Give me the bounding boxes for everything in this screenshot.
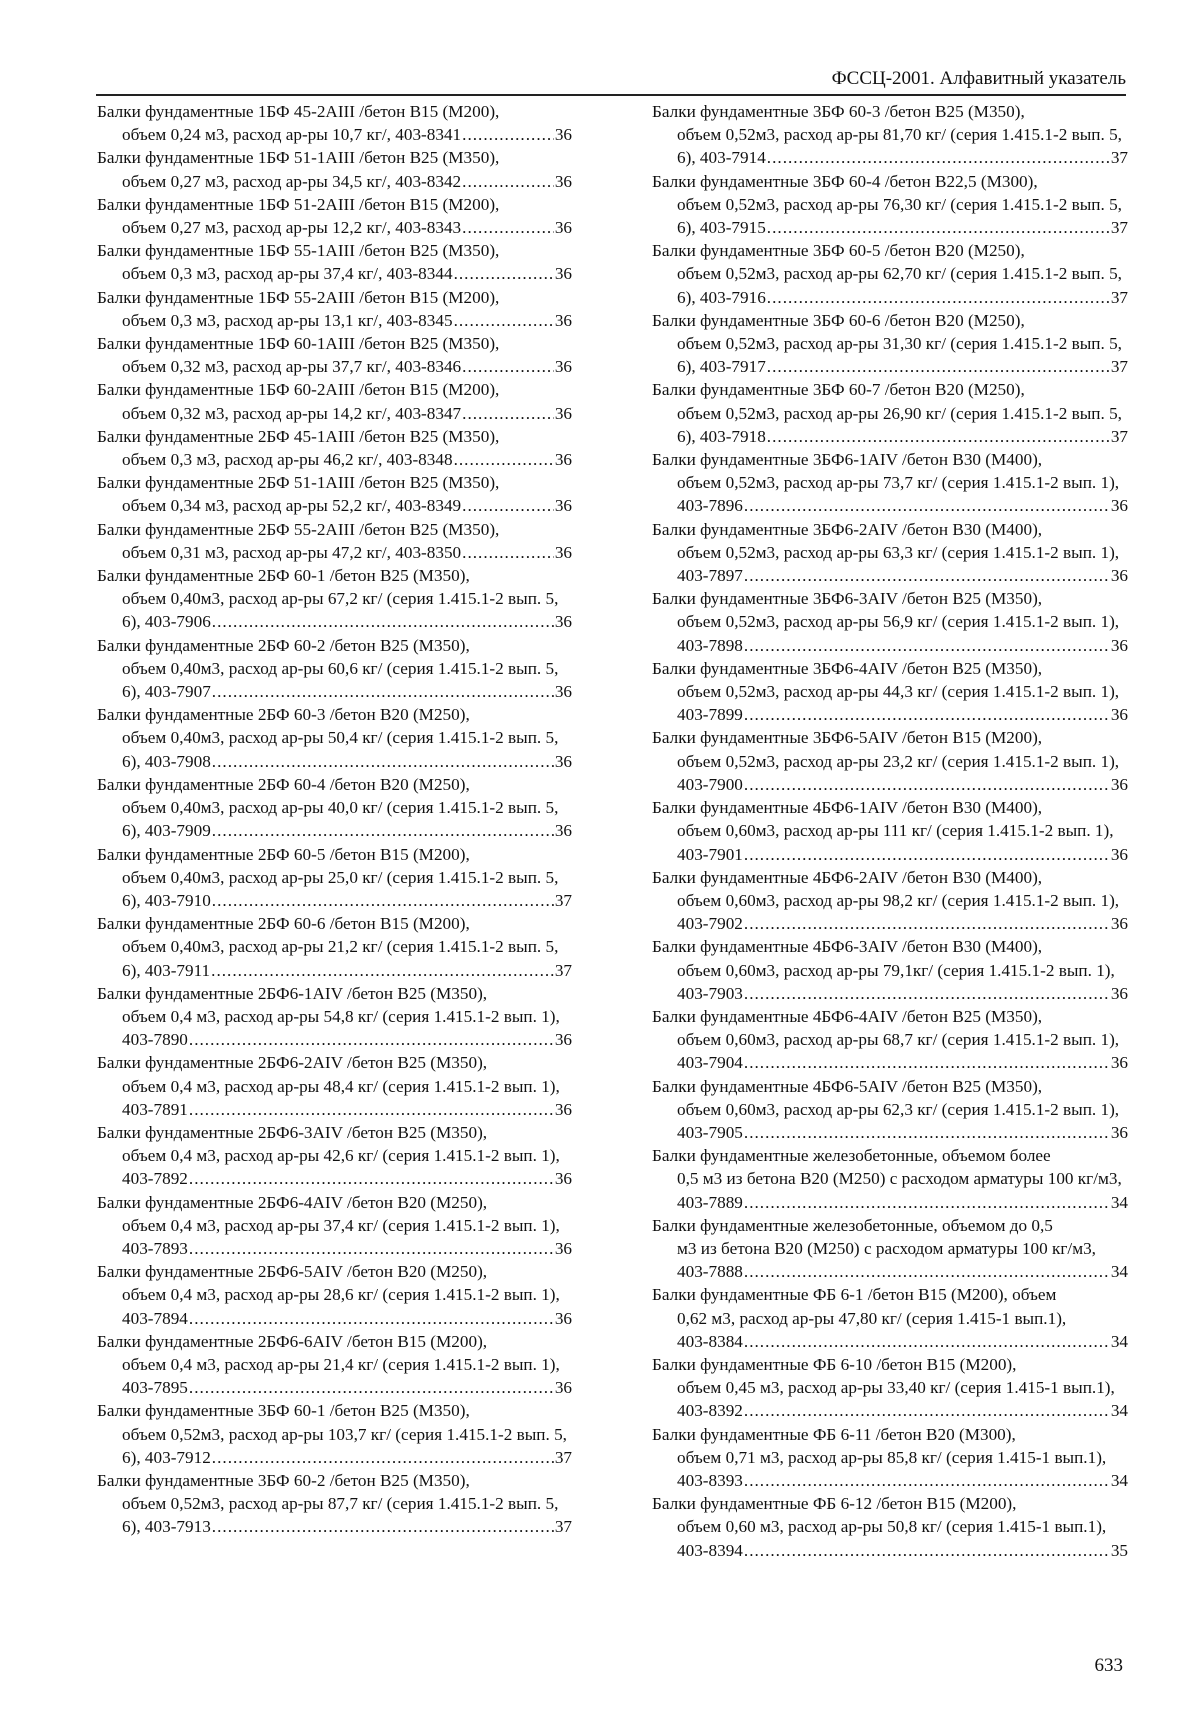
entry-title: Балки фундаментные 3БФ6-5АIV /бетон В15 (М200), xyxy=(652,728,1043,748)
dot-leader xyxy=(767,216,1110,239)
entry-description-line: объем 0,52м3, расход ар-ры 26,90 кг/ (серия 1.415.1-2 вып. 5, xyxy=(677,403,1122,423)
dot-leader xyxy=(212,680,554,703)
dot-leader xyxy=(744,494,1110,517)
entry-description: 403-7901 xyxy=(677,844,743,864)
entry-title: Балки фундаментные 2БФ6-4АIV /бетон В20 (М250), xyxy=(97,1192,488,1212)
dot-leader xyxy=(744,1469,1110,1492)
entry-description: 403-7892 xyxy=(122,1169,188,1189)
entry-page-ref: 36 xyxy=(1110,1122,1128,1142)
index-entry xyxy=(97,1260,572,1330)
entry-description: 6), 403-7911 xyxy=(122,960,211,980)
entry-title: Балки фундаментные 2БФ6-3АIV /бетон В25 (М350), xyxy=(97,1122,488,1142)
entry-description-line: объем 0,4 м3, расход ар-ры 42,6 кг/ (серия 1.415.1-2 вып. 1), xyxy=(122,1146,560,1166)
index-entry xyxy=(97,1191,572,1261)
entry-title: Балки фундаментные 2БФ 60-1 /бетон В25 (М350), xyxy=(97,566,470,586)
entry-description-line: 0,5 м3 из бетона В20 (М250) с расходом арматуры 100 кг/м3, xyxy=(677,1169,1122,1189)
entry-title: Балки фундаментные 3БФ6-2АIV /бетон В30 (М400), xyxy=(652,519,1043,539)
dot-leader xyxy=(744,982,1110,1005)
entry-description-line: объем 0,60м3, расход ар-ры 111 кг/ (серия 1.415.1-2 вып. 1), xyxy=(677,821,1114,841)
entry-description-line: 0,62 м3, расход ар-ры 47,80 кг/ (серия 1.415-1 вып.1), xyxy=(677,1308,1067,1328)
index-entry xyxy=(97,146,572,192)
entry-title: Балки фундаментные 3БФ6-4АIV /бетон В25 (М350), xyxy=(652,658,1043,678)
entry-description: 403-7899 xyxy=(677,705,743,725)
entry-page-ref: 37 xyxy=(554,1517,572,1537)
entry-title: Балки фундаментные 2БФ 60-6 /бетон В15 (М200), xyxy=(97,914,470,934)
dot-leader xyxy=(744,703,1110,726)
entry-description: 403-7889 xyxy=(677,1192,743,1212)
entry-description: 6), 403-7908 xyxy=(122,751,211,771)
entry-page-ref: 37 xyxy=(1110,357,1128,377)
entry-description: объем 0,34 м3, расход ар-ры 52,2 кг/, 403-8349 xyxy=(122,496,462,516)
dot-leader xyxy=(744,843,1110,866)
entry-page-ref: 37 xyxy=(1110,148,1128,168)
entry-page-ref: 36 xyxy=(1110,496,1128,516)
entry-description: 403-7900 xyxy=(677,774,743,794)
entry-title: Балки фундаментные железобетонные, объемом до 0,5 xyxy=(652,1215,1053,1235)
entry-description-line: объем 0,52м3, расход ар-ры 56,9 кг/ (серия 1.415.1-2 вып. 1), xyxy=(677,612,1120,632)
entry-page-ref: 36 xyxy=(554,612,572,632)
entry-title: Балки фундаментные ФБ 6-10 /бетон В15 (М200), xyxy=(652,1354,1017,1374)
entry-description: 6), 403-7914 xyxy=(677,148,766,168)
entry-description: 403-7905 xyxy=(677,1122,743,1142)
dot-leader xyxy=(462,123,554,146)
entry-description: 403-7903 xyxy=(677,983,743,1003)
entry-title: Балки фундаментные 4БФ6-1АIV /бетон В30 (М400), xyxy=(652,798,1043,818)
dot-leader xyxy=(212,819,554,842)
entry-description-line: объем 0,40м3, расход ар-ры 40,0 кг/ (серия 1.415.1-2 вып. 5, xyxy=(122,798,559,818)
entry-description: 403-8394 xyxy=(677,1540,743,1560)
entry-description-line: объем 0,45 м3, расход ар-ры 33,40 кг/ (серия 1.415-1 вып.1), xyxy=(677,1378,1115,1398)
entry-title: Балки фундаментные 2БФ 51-1АIII /бетон В25 (М350), xyxy=(97,473,500,493)
header-title: ФССЦ-2001. Алфавитный указатель xyxy=(831,68,1126,89)
index-entry xyxy=(97,471,572,517)
entry-title: Балки фундаментные 1БФ 51-2АIII /бетон В15 (М200), xyxy=(97,194,500,214)
entry-page-ref: 36 xyxy=(554,496,572,516)
dot-leader xyxy=(212,750,554,773)
entry-description-line: объем 0,40м3, расход ар-ры 60,6 кг/ (серия 1.415.1-2 вып. 5, xyxy=(122,658,559,678)
entry-page-ref: 36 xyxy=(1110,983,1128,1003)
entry-description: 403-8393 xyxy=(677,1470,743,1490)
entry-title: Балки фундаментные 4БФ6-4АIV /бетон В25 (М350), xyxy=(652,1006,1043,1026)
entry-page-ref: 36 xyxy=(554,751,572,771)
index-entry xyxy=(652,1423,1128,1493)
entry-title: Балки фундаментные 1БФ 60-1АIII /бетон В25 (М350), xyxy=(97,334,500,354)
dot-leader xyxy=(744,773,1110,796)
entry-title: Балки фундаментные 3БФ 60-3 /бетон В25 (М350), xyxy=(652,102,1025,121)
entry-page-ref: 36 xyxy=(554,1169,572,1189)
entry-page-ref: 34 xyxy=(1110,1470,1128,1490)
dot-leader xyxy=(744,912,1110,935)
entry-page-ref: 36 xyxy=(554,450,572,470)
dot-leader xyxy=(744,1051,1110,1074)
entry-title: Балки фундаментные 2БФ 55-2АIII /бетон В25 (М350), xyxy=(97,519,500,539)
entry-page-ref: 36 xyxy=(554,682,572,702)
entry-page-ref: 35 xyxy=(1110,1540,1128,1560)
entry-description: объем 0,3 м3, расход ар-ры 13,1 кг/, 403-8345 xyxy=(122,310,453,330)
entry-description-line: объем 0,52м3, расход ар-ры 81,70 кг/ (серия 1.415.1-2 вып. 5, xyxy=(677,125,1122,145)
index-column-left xyxy=(97,100,572,1539)
index-entry xyxy=(652,1144,1128,1214)
entry-description: 403-7894 xyxy=(122,1308,188,1328)
entry-title: Балки фундаментные ФБ 6-1 /бетон В15 (М200), объем xyxy=(652,1285,1057,1305)
entry-description: 403-7902 xyxy=(677,914,743,934)
entry-title: Балки фундаментные 3БФ 60-7 /бетон В20 (М250), xyxy=(652,380,1025,400)
entry-page-ref: 36 xyxy=(554,264,572,284)
entry-page-ref: 37 xyxy=(1110,287,1128,307)
dot-leader xyxy=(212,1446,554,1469)
entry-title: Балки фундаментные 2БФ 60-5 /бетон В15 (М200), xyxy=(97,844,470,864)
index-entry xyxy=(97,1330,572,1400)
dot-leader xyxy=(744,1399,1110,1422)
entry-description: 403-8392 xyxy=(677,1401,743,1421)
entry-description-line: объем 0,4 м3, расход ар-ры 48,4 кг/ (серия 1.415.1-2 вып. 1), xyxy=(122,1076,560,1096)
entry-title: Балки фундаментные 2БФ6-2АIV /бетон В25 (М350), xyxy=(97,1053,488,1073)
page-number: 633 xyxy=(1094,1655,1123,1676)
index-entry xyxy=(652,1283,1128,1353)
index-entry xyxy=(97,703,572,773)
entry-description-line: объем 0,60 м3, расход ар-ры 50,8 кг/ (серия 1.415-1 вып.1), xyxy=(677,1517,1107,1537)
entry-description-line: объем 0,4 м3, расход ар-ры 54,8 кг/ (серия 1.415.1-2 вып. 1), xyxy=(122,1006,560,1026)
index-entry xyxy=(652,1492,1128,1562)
entry-page-ref: 36 xyxy=(554,171,572,191)
entry-description: 6), 403-7906 xyxy=(122,612,211,632)
entry-description: объем 0,31 м3, расход ар-ры 47,2 кг/, 403-8350 xyxy=(122,542,462,562)
index-entry xyxy=(652,1214,1128,1284)
entry-description-line: объем 0,40м3, расход ар-ры 67,2 кг/ (серия 1.415.1-2 вып. 5, xyxy=(122,589,559,609)
index-entry xyxy=(97,634,572,704)
entry-title: Балки фундаментные 2БФ6-5АIV /бетон В20 (М250), xyxy=(97,1262,488,1282)
entry-description: 403-7904 xyxy=(677,1053,743,1073)
index-entry xyxy=(97,518,572,564)
index-entry xyxy=(652,726,1128,796)
dot-leader xyxy=(462,216,554,239)
dot-leader xyxy=(744,1539,1110,1562)
dot-leader xyxy=(189,1028,554,1051)
page-header xyxy=(96,64,1126,96)
entry-description: объем 0,3 м3, расход ар-ры 46,2 кг/, 403-8348 xyxy=(122,450,453,470)
dot-leader xyxy=(767,286,1110,309)
dot-leader xyxy=(767,355,1110,378)
entry-description: 6), 403-7910 xyxy=(122,890,211,910)
entry-description: 403-8384 xyxy=(677,1331,743,1351)
index-entry xyxy=(97,1051,572,1121)
dot-leader xyxy=(462,355,554,378)
dot-leader xyxy=(454,262,554,285)
entry-title: Балки фундаментные 2БФ6-6АIV /бетон В15 (М200), xyxy=(97,1331,488,1351)
entry-page-ref: 36 xyxy=(554,821,572,841)
index-entry xyxy=(97,425,572,471)
entry-title: Балки фундаментные 3БФ 60-1 /бетон В25 (М350), xyxy=(97,1401,470,1421)
entry-title: Балки фундаментные 1БФ 55-2АIII /бетон В15 (М200), xyxy=(97,287,500,307)
entry-title: Балки фундаментные 3БФ 60-2 /бетон В25 (М350), xyxy=(97,1470,470,1490)
index-entry xyxy=(652,587,1128,657)
entry-page-ref: 36 xyxy=(554,1308,572,1328)
dot-leader xyxy=(744,564,1110,587)
entry-page-ref: 36 xyxy=(1110,1053,1128,1073)
entry-description-line: объем 0,40м3, расход ар-ры 50,4 кг/ (серия 1.415.1-2 вып. 5, xyxy=(122,728,559,748)
entry-description-line: объем 0,4 м3, расход ар-ры 21,4 кг/ (серия 1.415.1-2 вып. 1), xyxy=(122,1354,560,1374)
entry-title: Балки фундаментные 3БФ 60-5 /бетон В20 (М250), xyxy=(652,241,1025,261)
entry-description-line: объем 0,52м3, расход ар-ры 63,3 кг/ (серия 1.415.1-2 вып. 1), xyxy=(677,542,1120,562)
entry-description-line: объем 0,71 м3, расход ар-ры 85,8 кг/ (серия 1.415-1 вып.1), xyxy=(677,1447,1107,1467)
entry-page-ref: 34 xyxy=(1110,1262,1128,1282)
entry-title: Балки фундаментные 2БФ 60-4 /бетон В20 (М250), xyxy=(97,774,470,794)
entry-page-ref: 36 xyxy=(554,218,572,238)
entry-description-line: объем 0,4 м3, расход ар-ры 28,6 кг/ (серия 1.415.1-2 вып. 1), xyxy=(122,1285,560,1305)
entry-description-line: объем 0,60м3, расход ар-ры 79,1кг/ (серия 1.415.1-2 вып. 1), xyxy=(677,960,1115,980)
index-entry xyxy=(652,1353,1128,1423)
entry-description: 6), 403-7907 xyxy=(122,682,211,702)
entry-page-ref: 36 xyxy=(554,1030,572,1050)
entry-page-ref: 36 xyxy=(1110,566,1128,586)
entry-page-ref: 36 xyxy=(554,1238,572,1258)
entry-description-line: объем 0,52м3, расход ар-ры 44,3 кг/ (серия 1.415.1-2 вып. 1), xyxy=(677,682,1120,702)
dot-leader xyxy=(744,634,1110,657)
entry-description-line: объем 0,52м3, расход ар-ры 31,30 кг/ (серия 1.415.1-2 вып. 5, xyxy=(677,334,1122,354)
index-entry xyxy=(652,100,1128,170)
entry-description-line: объем 0,60м3, расход ар-ры 98,2 кг/ (серия 1.415.1-2 вып. 1), xyxy=(677,890,1120,910)
dot-leader xyxy=(744,1330,1110,1353)
index-entry xyxy=(97,912,572,982)
entry-title: Балки фундаментные железобетонные, объемом более xyxy=(652,1146,1051,1166)
entry-page-ref: 37 xyxy=(1110,218,1128,238)
entry-description-line: объем 0,40м3, расход ар-ры 21,2 кг/ (серия 1.415.1-2 вып. 5, xyxy=(122,937,559,957)
entry-title: Балки фундаментные 3БФ6-3АIV /бетон В25 (М350), xyxy=(652,589,1043,609)
index-entry xyxy=(652,309,1128,379)
index-column-right xyxy=(652,100,1128,1562)
entry-page-ref: 36 xyxy=(1110,774,1128,794)
index-entry xyxy=(652,1005,1128,1075)
dot-leader xyxy=(212,889,554,912)
dot-leader xyxy=(454,448,554,471)
entry-page-ref: 37 xyxy=(1110,426,1128,446)
dot-leader xyxy=(189,1237,554,1260)
entry-description-line: объем 0,40м3, расход ар-ры 25,0 кг/ (серия 1.415.1-2 вып. 5, xyxy=(122,867,559,887)
entry-description: 403-7890 xyxy=(122,1030,188,1050)
entry-title: Балки фундаментные ФБ 6-11 /бетон В20 (М300), xyxy=(652,1424,1016,1444)
index-entry xyxy=(97,1399,572,1469)
entry-page-ref: 36 xyxy=(554,357,572,377)
dot-leader xyxy=(462,541,554,564)
index-entry xyxy=(97,843,572,913)
entry-description: 403-7893 xyxy=(122,1238,188,1258)
dot-leader xyxy=(744,1191,1110,1214)
entry-description: 403-7898 xyxy=(677,635,743,655)
entry-page-ref: 36 xyxy=(554,542,572,562)
index-entry xyxy=(97,100,572,146)
entry-description-line: объем 0,60м3, расход ар-ры 62,3 кг/ (серия 1.415.1-2 вып. 1), xyxy=(677,1099,1120,1119)
entry-title: Балки фундаментные 3БФ 60-6 /бетон В20 (М250), xyxy=(652,310,1025,330)
entry-description: объем 0,32 м3, расход ар-ры 14,2 кг/, 403-8347 xyxy=(122,403,462,423)
index-entry xyxy=(652,448,1128,518)
entry-description: 6), 403-7917 xyxy=(677,357,766,377)
entry-description-line: объем 0,52м3, расход ар-ры 103,7 кг/ (серия 1.415.1-2 вып. 5, xyxy=(122,1424,567,1444)
dot-leader xyxy=(454,309,554,332)
entry-description: объем 0,27 м3, расход ар-ры 12,2 кг/, 403-8343 xyxy=(122,218,462,238)
entry-description: 403-7888 xyxy=(677,1262,743,1282)
index-entry xyxy=(97,773,572,843)
index-entry xyxy=(652,239,1128,309)
entry-description-line: объем 0,60м3, расход ар-ры 68,7 кг/ (серия 1.415.1-2 вып. 1), xyxy=(677,1030,1120,1050)
index-entry xyxy=(97,564,572,634)
dot-leader xyxy=(767,146,1110,169)
index-entry xyxy=(97,239,572,285)
entry-page-ref: 36 xyxy=(554,1099,572,1119)
index-entry xyxy=(97,378,572,424)
entry-page-ref: 37 xyxy=(554,1447,572,1467)
entry-page-ref: 37 xyxy=(554,960,572,980)
dot-leader xyxy=(211,959,554,982)
entry-page-ref: 36 xyxy=(554,310,572,330)
index-entry xyxy=(652,518,1128,588)
entry-title: Балки фундаментные 1БФ 51-1АIII /бетон В25 (М350), xyxy=(97,148,500,168)
entry-description: 403-7891 xyxy=(122,1099,188,1119)
entry-description: 6), 403-7909 xyxy=(122,821,211,841)
entry-page-ref: 37 xyxy=(554,890,572,910)
index-entry xyxy=(652,796,1128,866)
dot-leader xyxy=(189,1167,554,1190)
entry-description: объем 0,3 м3, расход ар-ры 37,4 кг/, 403-8344 xyxy=(122,264,453,284)
entry-page-ref: 34 xyxy=(1110,1331,1128,1351)
entry-description: 6), 403-7912 xyxy=(122,1447,211,1467)
entry-page-ref: 36 xyxy=(554,1378,572,1398)
entry-title: Балки фундаментные 2БФ 60-2 /бетон В25 (М350), xyxy=(97,635,470,655)
entry-page-ref: 36 xyxy=(554,125,572,145)
entry-description: 403-7897 xyxy=(677,566,743,586)
entry-page-ref: 34 xyxy=(1110,1192,1128,1212)
entry-title: Балки фундаментные 4БФ6-5АIV /бетон В25 (М350), xyxy=(652,1076,1043,1096)
entry-description-line: объем 0,52м3, расход ар-ры 76,30 кг/ (серия 1.415.1-2 вып. 5, xyxy=(677,194,1122,214)
entry-title: Балки фундаментные 2БФ6-1АIV /бетон В25 (М350), xyxy=(97,983,488,1003)
entry-description-line: объем 0,52м3, расход ар-ры 87,7 кг/ (серия 1.415.1-2 вып. 5, xyxy=(122,1494,559,1514)
entry-title: Балки фундаментные ФБ 6-12 /бетон В15 (М200), xyxy=(652,1494,1017,1514)
entry-page-ref: 36 xyxy=(1110,844,1128,864)
index-entry xyxy=(652,657,1128,727)
entry-description-line: объем 0,4 м3, расход ар-ры 37,4 кг/ (серия 1.415.1-2 вып. 1), xyxy=(122,1215,560,1235)
dot-leader xyxy=(462,402,554,425)
entry-description: 6), 403-7916 xyxy=(677,287,766,307)
dot-leader xyxy=(212,610,554,633)
entry-page-ref: 36 xyxy=(1110,914,1128,934)
dot-leader xyxy=(462,170,554,193)
entry-title: Балки фундаментные 1БФ 60-2АIII /бетон В15 (М200), xyxy=(97,380,500,400)
entry-title: Балки фундаментные 1БФ 45-2АIII /бетон В15 (М200), xyxy=(97,102,500,121)
entry-page-ref: 36 xyxy=(1110,705,1128,725)
entry-title: Балки фундаментные 2БФ 45-1АIII /бетон В25 (М350), xyxy=(97,426,500,446)
entry-description: 403-7895 xyxy=(122,1378,188,1398)
entry-description-line: м3 из бетона В20 (М250) с расходом арматуры 100 кг/м3, xyxy=(677,1238,1096,1258)
index-entry xyxy=(97,286,572,332)
dot-leader xyxy=(767,425,1110,448)
dot-leader xyxy=(212,1515,554,1538)
index-entry xyxy=(97,1469,572,1539)
dot-leader xyxy=(744,1121,1110,1144)
index-entry xyxy=(652,378,1128,448)
index-entry xyxy=(652,866,1128,936)
entry-description: 6), 403-7915 xyxy=(677,218,766,238)
dot-leader xyxy=(462,494,554,517)
index-entry xyxy=(652,170,1128,240)
index-entry xyxy=(97,1121,572,1191)
entry-description: объем 0,24 м3, расход ар-ры 10,7 кг/, 403-8341 xyxy=(122,125,462,145)
index-entry xyxy=(97,332,572,378)
entry-description: 6), 403-7918 xyxy=(677,426,766,446)
entry-description-line: объем 0,52м3, расход ар-ры 62,70 кг/ (серия 1.415.1-2 вып. 5, xyxy=(677,264,1122,284)
entry-page-ref: 36 xyxy=(554,403,572,423)
dot-leader xyxy=(744,1260,1110,1283)
index-entry xyxy=(652,935,1128,1005)
entry-description: 403-7896 xyxy=(677,496,743,516)
entry-title: Балки фундаментные 3БФ 60-4 /бетон В22,5 (М300), xyxy=(652,171,1038,191)
entry-title: Балки фундаментные 4БФ6-3АIV /бетон В30 (М400), xyxy=(652,937,1043,957)
index-entry xyxy=(97,193,572,239)
entry-page-ref: 36 xyxy=(1110,635,1128,655)
entry-description: объем 0,32 м3, расход ар-ры 37,7 кг/, 403-8346 xyxy=(122,357,462,377)
dot-leader xyxy=(189,1098,554,1121)
entry-title: Балки фундаментные 1БФ 55-1АIII /бетон В25 (М350), xyxy=(97,241,500,261)
entry-title: Балки фундаментные 4БФ6-2АIV /бетон В30 (М400), xyxy=(652,867,1043,887)
index-entry xyxy=(97,982,572,1052)
entry-description-line: объем 0,52м3, расход ар-ры 73,7 кг/ (серия 1.415.1-2 вып. 1), xyxy=(677,473,1120,493)
entry-title: Балки фундаментные 2БФ 60-3 /бетон В20 (М250), xyxy=(97,705,470,725)
entry-description-line: объем 0,52м3, расход ар-ры 23,2 кг/ (серия 1.415.1-2 вып. 1), xyxy=(677,751,1120,771)
entry-title: Балки фундаментные 3БФ6-1АIV /бетон В30 (М400), xyxy=(652,450,1043,470)
index-entry xyxy=(652,1075,1128,1145)
dot-leader xyxy=(189,1376,554,1399)
entry-description: 6), 403-7913 xyxy=(122,1517,211,1537)
entry-description: объем 0,27 м3, расход ар-ры 34,5 кг/, 403-8342 xyxy=(122,171,462,191)
dot-leader xyxy=(189,1307,554,1330)
entry-page-ref: 34 xyxy=(1110,1401,1128,1421)
